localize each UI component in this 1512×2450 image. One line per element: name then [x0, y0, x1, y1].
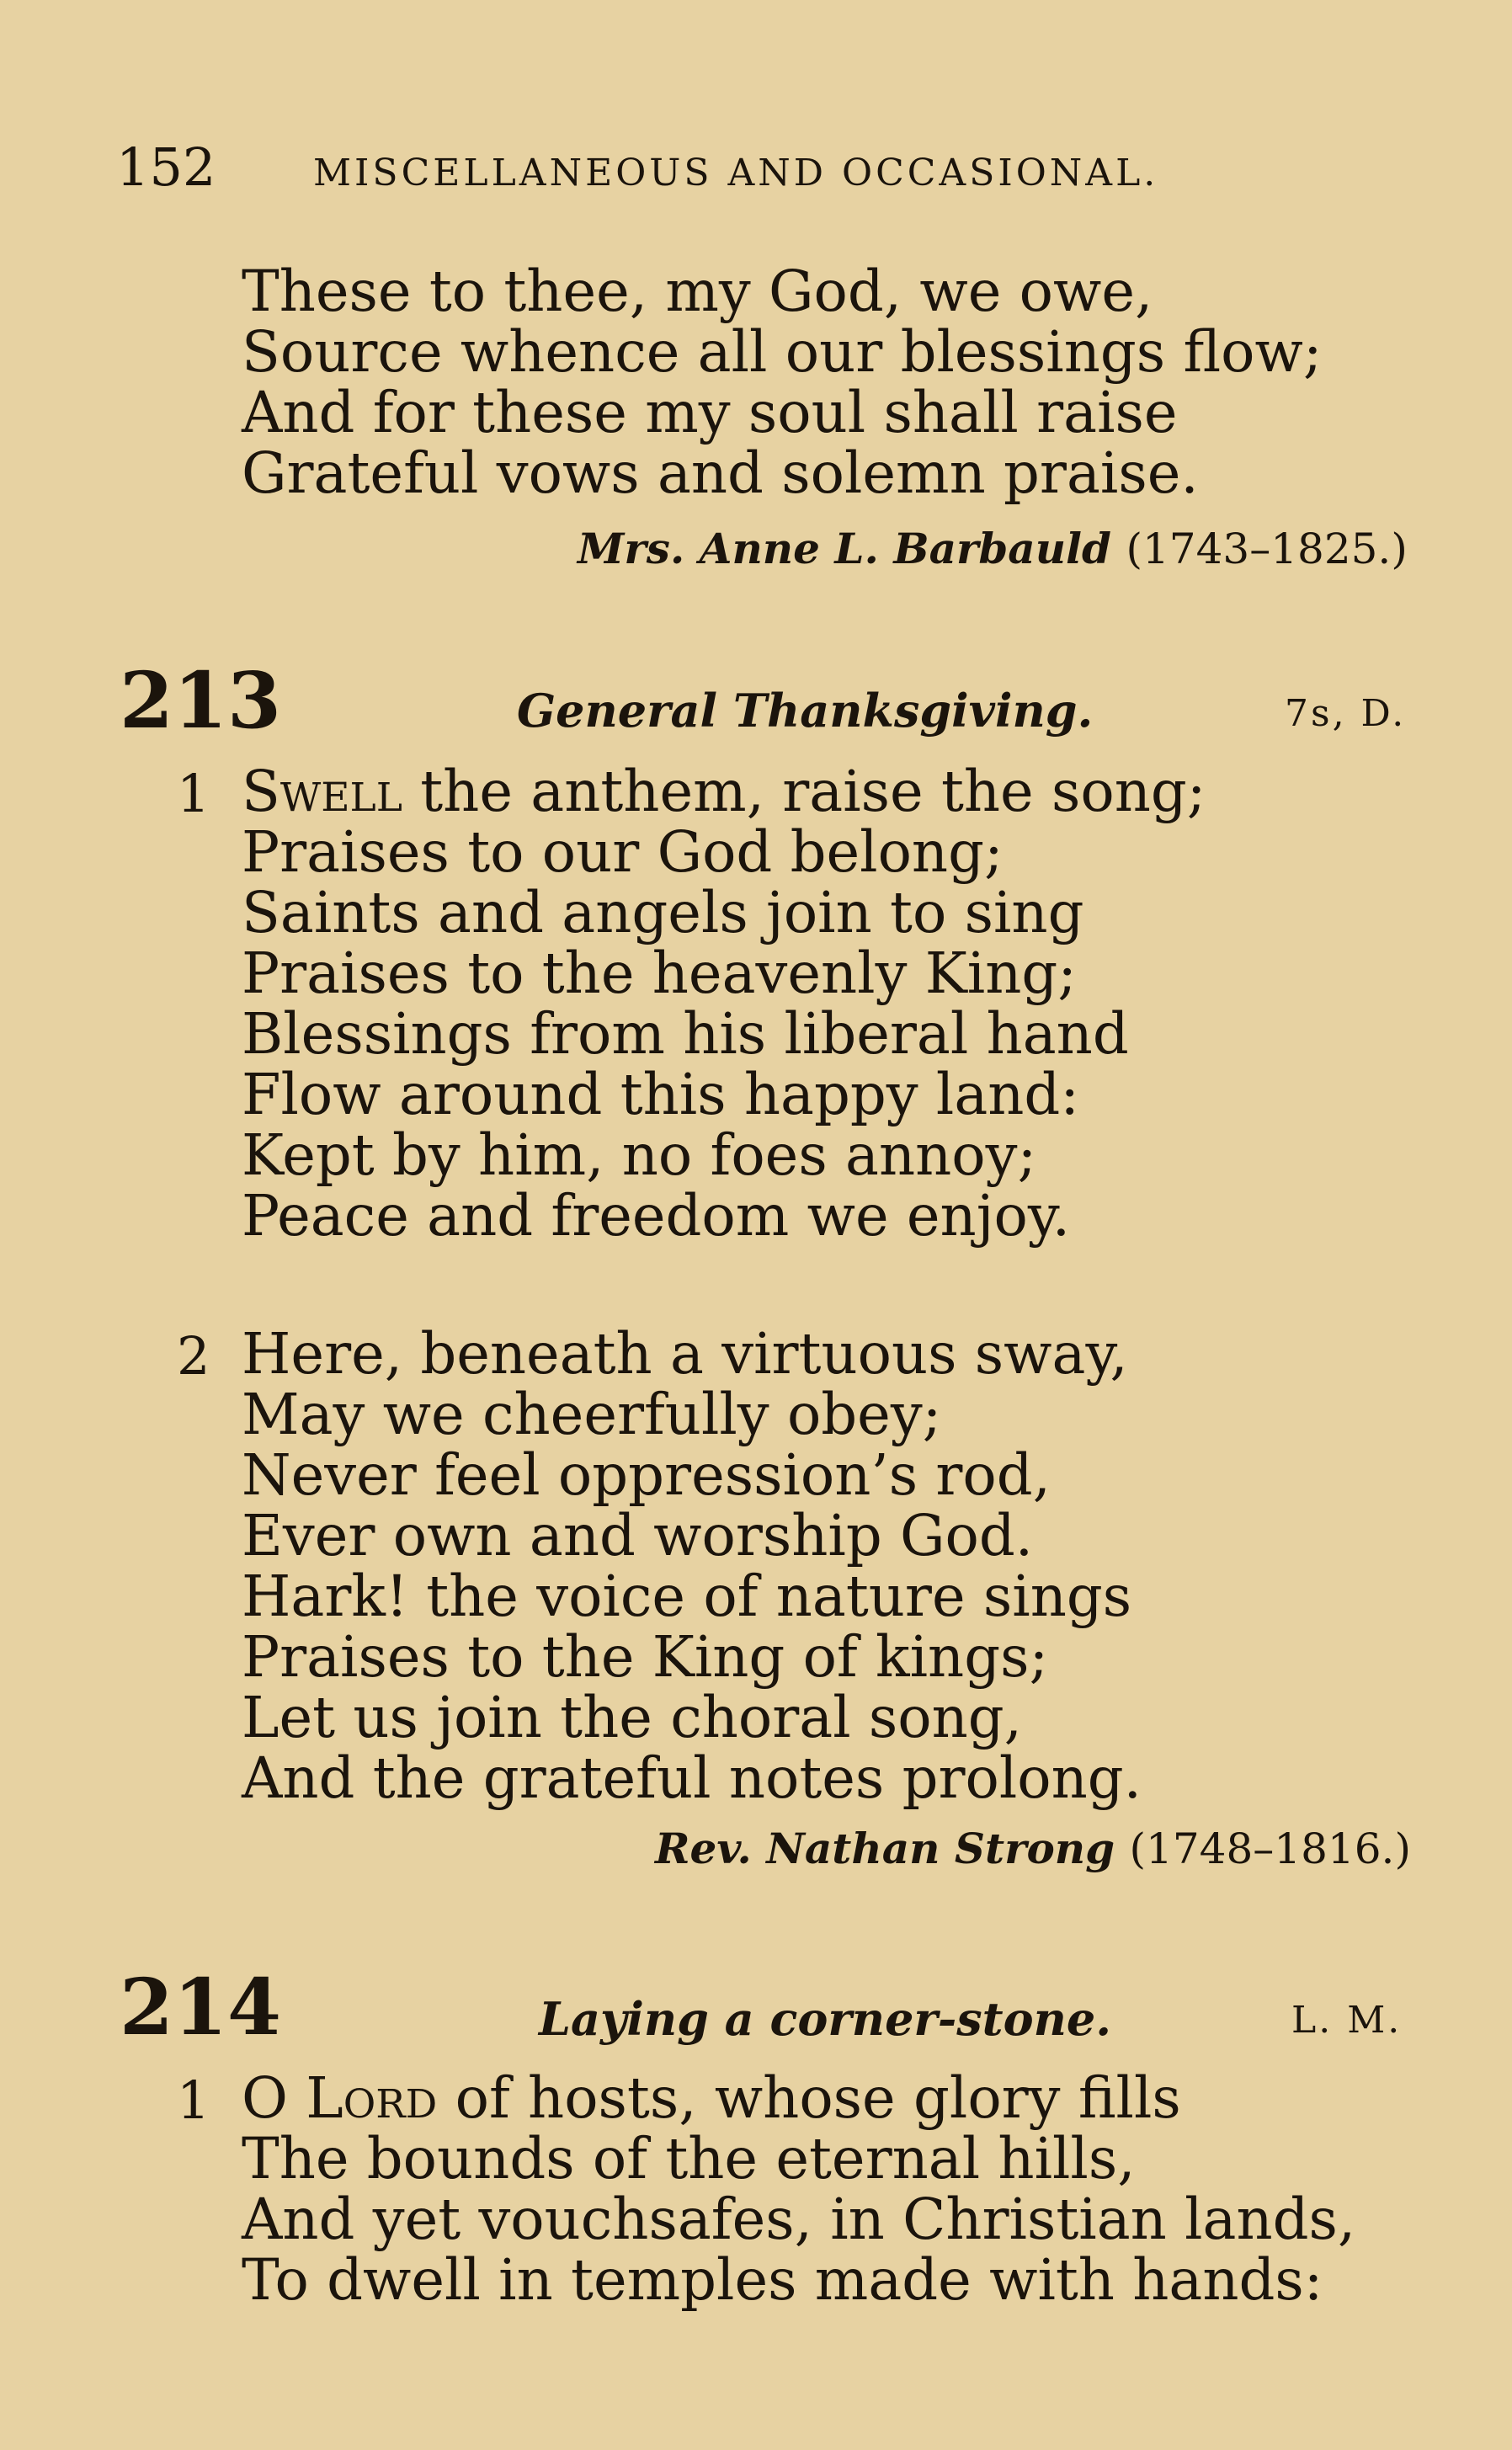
stanza [242, 1321, 1142, 1811]
author-name: Mrs. Anne L. Barbauld [578, 524, 1112, 573]
hymn-title: General Thanksgiving. [517, 684, 1094, 738]
verse-line: Blessings from his liberal hand [242, 1001, 1129, 1067]
stanza-number: 2 [177, 1325, 210, 1387]
stanza-number: 1 [177, 2069, 210, 2131]
verse-line: Flow around this happy land: [242, 1062, 1079, 1127]
verse-line: Peace and freedom we enjoy. [242, 1183, 1071, 1249]
stanza [242, 759, 1206, 1249]
prev-hymn-stanza [242, 258, 1323, 506]
verse-line: Praises to the King of kings; [242, 1624, 1049, 1690]
initial-word: O Lord [242, 2065, 438, 2131]
verse-line: May we cheerfully obey; [242, 1382, 942, 1447]
stanza [242, 2065, 1356, 2313]
author-name: Rev. Nathan Strong [655, 1824, 1115, 1873]
verse-line: The bounds of the eternal hills, [242, 2126, 1136, 2192]
verse-line: Source whence all our blessings flow; [242, 319, 1323, 385]
line-rest: of hosts, whose glory fills [437, 2065, 1181, 2131]
hymn-number: 213 [120, 655, 282, 746]
verse-line: Let us join the choral song, [242, 1685, 1022, 1750]
hymn-attribution [655, 1824, 1411, 1873]
verse-line: Praises to the heavenly King; [242, 940, 1077, 1006]
hymn-meter: 7s, D. [1285, 692, 1407, 735]
verse-line: And the grateful notes prolong. [242, 1745, 1142, 1811]
hymn-meter: L. M. [1291, 1999, 1403, 2042]
verse-line: And for these my soul shall raise [242, 380, 1178, 445]
author-dates: (1743–1825.) [1126, 525, 1408, 573]
verse-line: Hark! the voice of nature sings [242, 1563, 1132, 1629]
hymn-title: Laying a corner-stone. [539, 1992, 1112, 2046]
verse-line: Never feel oppression’s rod, [242, 1442, 1051, 1508]
verse-line: Ever own and worship God. [242, 1503, 1034, 1569]
initial-word: Swell [242, 759, 402, 824]
author-dates: (1748–1816.) [1129, 1824, 1411, 1873]
prev-hymn-attribution [578, 524, 1408, 573]
verse-line: Saints and angels join to sing [242, 880, 1084, 945]
page-number: 152 [116, 136, 216, 198]
stanza-number: 1 [177, 763, 210, 824]
verse-line [242, 761, 1206, 822]
verse-line [242, 2065, 1355, 2131]
verse-line: Grateful vows and solemn praise. [242, 440, 1199, 506]
line-rest: the anthem, raise the song; [402, 759, 1206, 824]
hymn-number: 214 [120, 1962, 282, 2053]
verse-line: And yet vouchsafes, in Christian lands, [242, 2186, 1356, 2252]
verse-line: These to thee, my God, we owe, [242, 258, 1153, 324]
running-head: MISCELLANEOUS AND OCCASIONAL. [313, 152, 1159, 194]
verse-line: To dwell in temples made with hands: [242, 2247, 1323, 2313]
verse-line: Here, beneath a virtuous sway, [242, 1321, 1128, 1387]
verse-line: Praises to our God belong; [242, 819, 1004, 885]
verse-line: Kept by him, no foes annoy; [242, 1122, 1037, 1188]
